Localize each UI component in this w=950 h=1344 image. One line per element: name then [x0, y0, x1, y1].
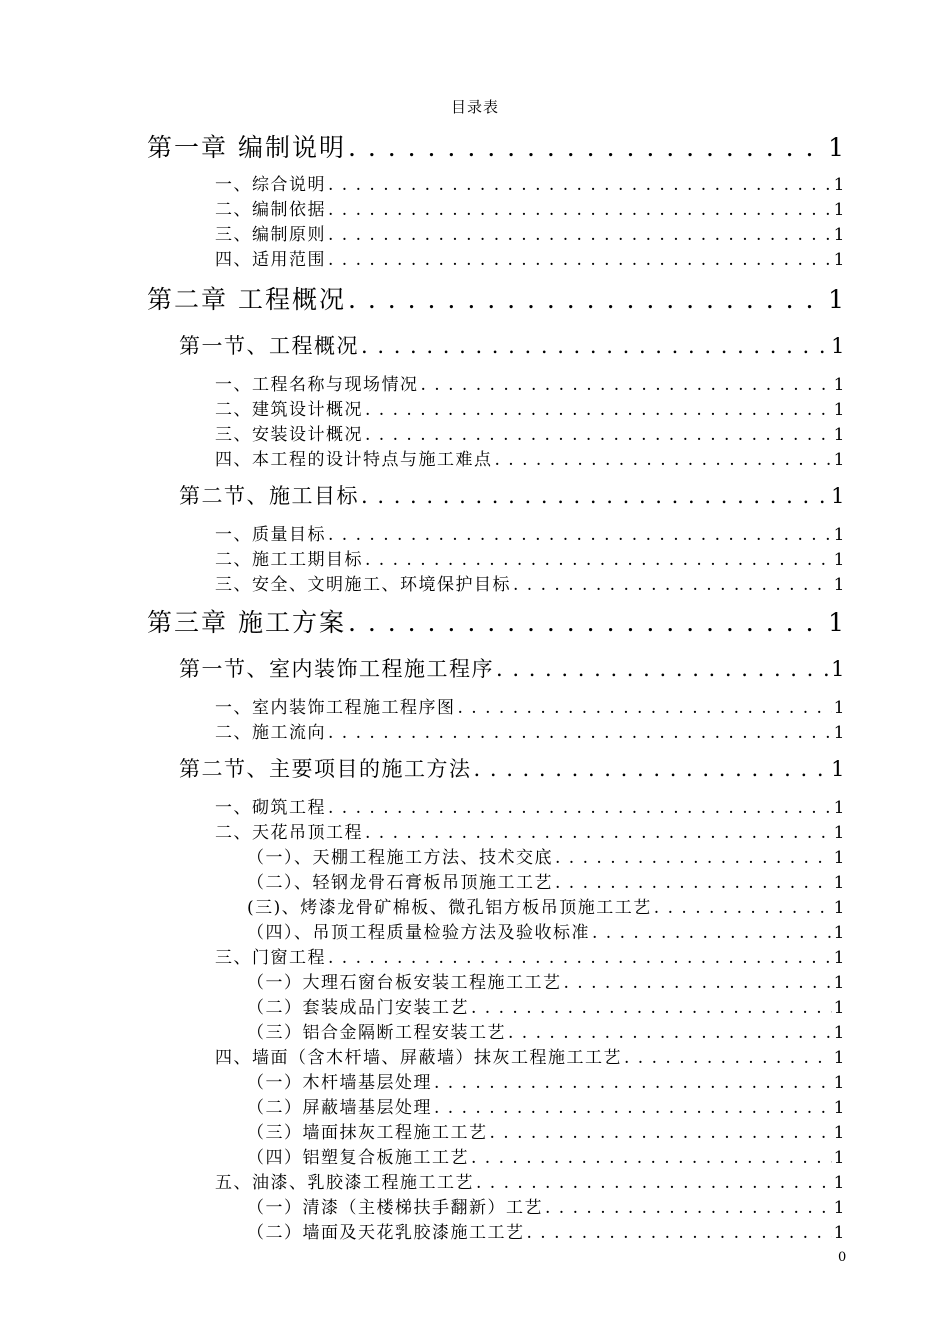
toc-entry-sub[interactable] — [247, 993, 846, 1018]
toc-entry-item[interactable] — [215, 195, 846, 220]
dot-leader — [545, 1198, 832, 1218]
dot-leader — [471, 1148, 832, 1168]
toc-entry-item[interactable] — [215, 818, 846, 843]
toc-entry-item[interactable] — [215, 693, 846, 718]
toc-entry-label: （一）木杆墙基层处理 — [247, 1073, 432, 1093]
toc-entry-page: 1 — [828, 133, 846, 162]
dot-leader — [458, 698, 832, 718]
toc-entry-label: 一、质量目标 — [215, 525, 326, 545]
toc-entry-label: 三、编制原则 — [215, 225, 326, 245]
toc-entry-page: 1 — [833, 400, 846, 420]
dot-leader — [328, 723, 832, 743]
toc-entry-label: （三）铝合金隔断工程安装工艺 — [247, 1023, 506, 1043]
toc-entry-item[interactable] — [215, 943, 846, 968]
toc-entry-page: 1 — [833, 575, 846, 595]
dot-leader — [348, 285, 826, 314]
toc-entry-page: 1 — [833, 375, 846, 395]
toc-entry-label: 五、油漆、乳胶漆工程施工工艺 — [215, 1173, 474, 1193]
toc-entry-sub[interactable] — [247, 1143, 846, 1168]
toc-entry-page: 1 — [833, 998, 846, 1018]
toc-entry-label: 第二章 工程概况 — [147, 285, 346, 314]
toc-entry-chapter[interactable] — [147, 280, 846, 316]
toc-entry-label: 二、施工流向 — [215, 723, 326, 743]
toc-entry-page: 1 — [833, 798, 846, 818]
toc-entry-page: 1 — [833, 1198, 846, 1218]
toc-entry-item[interactable] — [215, 1043, 846, 1068]
toc-entry-label: （一）清漆（主楼梯扶手翻新）工艺 — [247, 1198, 543, 1218]
toc-entry-label: 第三章 施工方案 — [147, 608, 346, 637]
toc-entry-item[interactable] — [215, 395, 846, 420]
toc-entry-page: 1 — [828, 285, 846, 314]
dot-leader — [508, 1023, 832, 1043]
toc-entry-label: （二）、轻钢龙骨石膏板吊顶施工工艺 — [247, 873, 553, 893]
toc-entry-page: 1 — [831, 484, 846, 508]
dot-leader — [564, 973, 832, 993]
toc-entry-sub[interactable] — [247, 1218, 846, 1243]
dot-leader — [365, 400, 832, 420]
toc-entry-sub[interactable] — [247, 868, 846, 893]
toc-entry-item[interactable] — [215, 445, 846, 470]
toc-entry-page: 1 — [833, 1223, 846, 1243]
toc-entry-page: 1 — [833, 1173, 846, 1193]
toc-entry-sub[interactable] — [247, 918, 846, 943]
toc-entry-sub[interactable] — [247, 1068, 846, 1093]
toc-entry-page: 1 — [833, 1123, 846, 1143]
toc-entry-label: 一、砌筑工程 — [215, 798, 326, 818]
toc-entry-label: （二）屏蔽墙基层处理 — [247, 1098, 432, 1118]
dot-leader — [434, 1098, 832, 1118]
toc-title: 目录表 — [450, 98, 499, 116]
toc-entry-sub[interactable] — [247, 1118, 846, 1143]
toc-entry-label: （三）墙面抹灰工程施工工艺 — [247, 1123, 488, 1143]
dot-leader — [328, 250, 832, 270]
dot-leader — [328, 948, 832, 968]
toc-entry-label: （四）铝塑复合板施工工艺 — [247, 1148, 469, 1168]
dot-leader — [496, 657, 829, 681]
toc-entry-label: 二、施工工期目标 — [215, 550, 363, 570]
dot-leader — [527, 1223, 832, 1243]
toc-entry-item[interactable] — [215, 545, 846, 570]
toc-entry-sub[interactable] — [247, 968, 846, 993]
toc-entry-page: 1 — [833, 1048, 846, 1068]
toc-entry-label: 四、适用范围 — [215, 250, 326, 270]
dot-leader — [555, 873, 832, 893]
page-number: 0 — [838, 1250, 847, 1265]
dot-leader — [328, 225, 832, 245]
toc-entry-label: 二、建筑设计概况 — [215, 400, 363, 420]
toc-entry-page: 1 — [833, 1148, 846, 1168]
dot-leader — [490, 1123, 832, 1143]
toc-entry-page: 1 — [831, 757, 846, 781]
toc-entry-label: 一、室内装饰工程施工程序图 — [215, 698, 456, 718]
toc-entry-label: 一、工程名称与现场情况 — [215, 375, 419, 395]
toc-entry-page: 1 — [828, 608, 846, 637]
toc-entry-item[interactable] — [215, 520, 846, 545]
toc-entry-label: 三、安装设计概况 — [215, 425, 363, 445]
toc-entry-page: 1 — [833, 948, 846, 968]
toc-entry-page: 1 — [833, 848, 846, 868]
dot-leader — [365, 550, 832, 570]
toc-entry-label: 第一节、室内装饰工程施工程序 — [179, 657, 494, 681]
toc-entry-sub[interactable] — [247, 893, 846, 918]
toc-entry-chapter[interactable] — [147, 603, 846, 639]
toc-entry-label: 第一节、工程概况 — [179, 334, 359, 358]
toc-entry-page: 1 — [833, 525, 846, 545]
toc-entry-page: 1 — [833, 175, 846, 195]
dot-leader — [471, 998, 832, 1018]
toc-entry-page: 1 — [831, 334, 846, 358]
toc-entry-item[interactable] — [215, 170, 846, 195]
toc-entry-page: 1 — [833, 698, 846, 718]
dot-leader — [555, 848, 832, 868]
toc-entry-label: （一）、天棚工程施工方法、技术交底 — [247, 848, 553, 868]
toc-entry-page: 1 — [833, 1023, 846, 1043]
dot-leader — [495, 450, 832, 470]
toc-entry-page: 1 — [833, 425, 846, 445]
toc-entry-sub[interactable] — [247, 1193, 846, 1218]
dot-leader — [474, 757, 830, 781]
toc-entry-section[interactable] — [179, 330, 846, 360]
dot-leader — [365, 425, 832, 445]
toc-entry-label: 第一章 编制说明 — [147, 133, 346, 162]
toc-entry-item[interactable] — [215, 220, 846, 245]
toc-entry-page: 1 — [833, 898, 846, 918]
toc-entry-label: 第二节、施工目标 — [179, 484, 359, 508]
dot-leader — [624, 1048, 832, 1068]
toc-entry-label: （一）大理石窗台板安装工程施工工艺 — [247, 973, 562, 993]
toc-entry-page: 1 — [833, 250, 846, 270]
toc-entry-label: (三)、烤漆龙骨矿棉板、微孔铝方板吊顶施工工艺 — [247, 898, 652, 918]
dot-leader — [328, 798, 832, 818]
toc-entry-label: 四、墙面（含木杆墙、屏蔽墙）抹灰工程施工工艺 — [215, 1048, 622, 1068]
toc-entry-label: 第二节、主要项目的施工方法 — [179, 757, 472, 781]
toc-entry-label: 三、门窗工程 — [215, 948, 326, 968]
toc-entry-page: 1 — [833, 1098, 846, 1118]
toc-entry-page: 1 — [833, 225, 846, 245]
dot-leader — [476, 1173, 832, 1193]
toc-entry-label: 二、天花吊顶工程 — [215, 823, 363, 843]
toc-entry-item[interactable] — [215, 420, 846, 445]
toc-entry-item[interactable] — [215, 370, 846, 395]
toc-entry-label: 二、编制依据 — [215, 200, 326, 220]
toc-entry-page: 1 — [833, 1073, 846, 1093]
toc-entry-section[interactable] — [179, 653, 846, 683]
toc-entry-sub[interactable] — [247, 1093, 846, 1118]
toc-entry-page: 1 — [833, 200, 846, 220]
toc-entry-label: （二）套装成品门安装工艺 — [247, 998, 469, 1018]
dot-leader — [361, 334, 829, 358]
toc-entry-label: （二）墙面及天花乳胶漆施工工艺 — [247, 1223, 525, 1243]
dot-leader — [348, 608, 826, 637]
dot-leader — [348, 133, 826, 162]
dot-leader — [592, 923, 832, 943]
dot-leader — [365, 823, 832, 843]
dot-leader — [654, 898, 832, 918]
toc-entry-page: 1 — [831, 657, 846, 681]
toc-entry-page: 1 — [833, 723, 846, 743]
dot-leader — [421, 375, 832, 395]
toc-entry-label: 三、安全、文明施工、环境保护目标 — [215, 575, 511, 595]
toc-entry-page: 1 — [833, 550, 846, 570]
toc-entry-label: 一、综合说明 — [215, 175, 326, 195]
dot-leader — [328, 525, 832, 545]
dot-leader — [361, 484, 829, 508]
toc-entry-page: 1 — [833, 923, 846, 943]
toc-entry-item[interactable] — [215, 1168, 846, 1193]
toc-entry-chapter[interactable] — [147, 128, 846, 164]
toc-entry-page: 1 — [833, 873, 846, 893]
toc-entry-item[interactable] — [215, 718, 846, 743]
dot-leader — [328, 200, 832, 220]
toc-entry-section[interactable] — [179, 480, 846, 510]
toc-entry-sub[interactable] — [247, 1018, 846, 1043]
toc-entry-page: 1 — [833, 823, 846, 843]
toc-entry-page: 1 — [833, 973, 846, 993]
toc-entry-page: 1 — [833, 450, 846, 470]
toc-entry-section[interactable] — [179, 753, 846, 783]
toc-entry-label: 四、本工程的设计特点与施工难点 — [215, 450, 493, 470]
dot-leader — [434, 1073, 832, 1093]
toc-entry-sub[interactable] — [247, 843, 846, 868]
dot-leader — [513, 575, 832, 595]
dot-leader — [328, 175, 832, 195]
toc-entry-item[interactable] — [215, 245, 846, 270]
toc-entry-item[interactable] — [215, 793, 846, 818]
toc-entry-label: （四）、吊顶工程质量检验方法及验收标准 — [247, 923, 590, 943]
toc-entry-item[interactable] — [215, 570, 846, 595]
